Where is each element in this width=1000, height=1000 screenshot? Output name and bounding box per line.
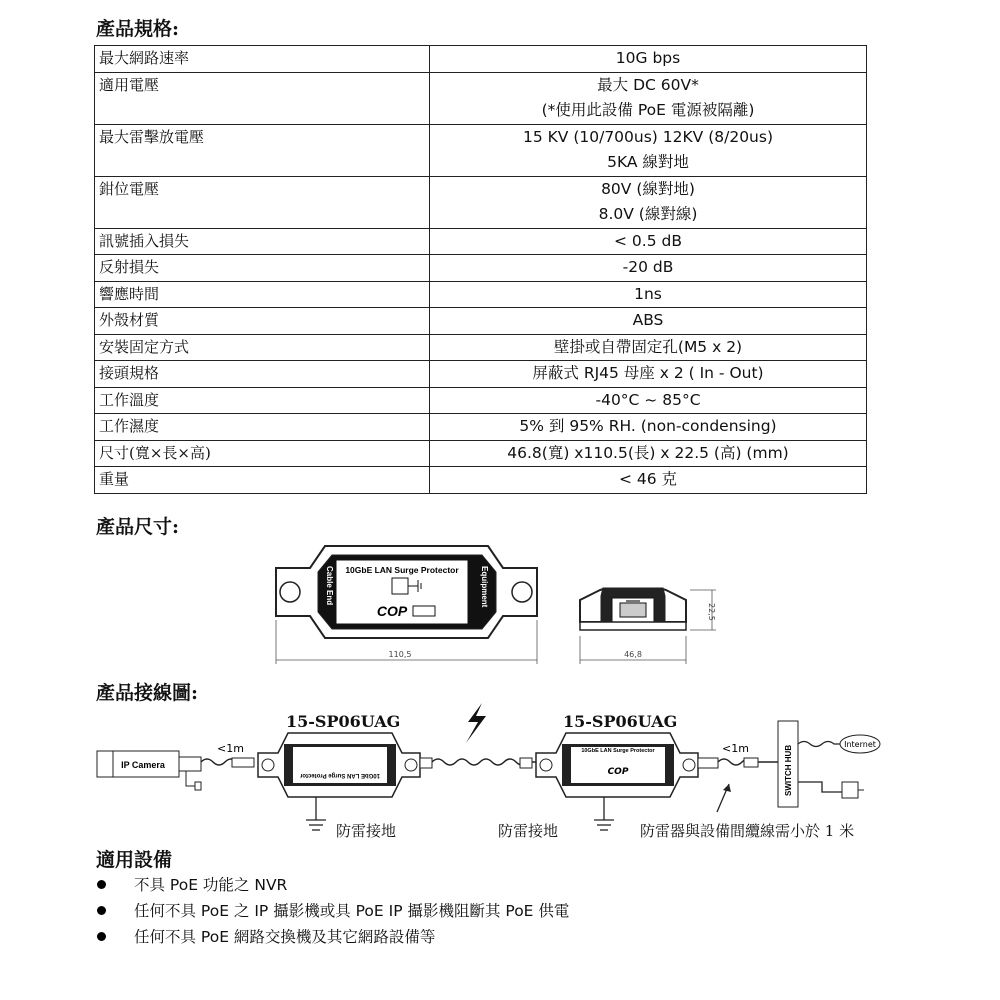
right-protector-label: 10GbE LAN Surge Protector xyxy=(581,748,655,754)
right-protector-brand: COP xyxy=(607,767,629,777)
length-dimension: 110,5 xyxy=(388,650,412,659)
bullet-icon xyxy=(97,932,106,941)
model-left: 15-SP06UAG xyxy=(286,712,401,731)
distance-left: <1m xyxy=(217,742,244,755)
applications-title: 適用設備 xyxy=(96,849,173,871)
application-item: 不具 PoE 功能之 NVR xyxy=(97,873,287,895)
application-item: 任何不具 PoE 網路交換機及其它網路設備等 xyxy=(97,925,435,947)
cable-end-label: Cable End xyxy=(325,566,334,606)
ip-camera-label: IP Camera xyxy=(121,760,165,770)
spec-value-line: 5KA 線對地 xyxy=(607,153,689,171)
spec-value-line: < 0.5 dB xyxy=(614,231,682,250)
spec-key: 適用電壓 xyxy=(95,72,430,124)
wiring-title: 產品接線圖: xyxy=(96,682,199,704)
internet-label: Internet xyxy=(844,740,876,749)
spec-key: 響應時間 xyxy=(95,281,430,308)
spec-value-line: 屏蔽式 RJ45 母座 x 2 ( In - Out) xyxy=(532,364,764,382)
spec-value-line: 1ns xyxy=(634,284,662,303)
spec-key: 安裝固定方式 xyxy=(95,334,430,361)
spec-value-line: 15 KV (10/700us) 12KV (8/20us) xyxy=(522,127,773,146)
spec-key: 工作濕度 xyxy=(95,414,430,441)
spec-value-line: 10G bps xyxy=(615,49,681,67)
spec-key: 接頭規格 xyxy=(95,361,430,388)
bullet-icon xyxy=(97,906,106,915)
spec-key: 重量 xyxy=(95,467,430,494)
spec-value-line: 46.8(寬) x110.5(長) x 22.5 (高) (mm) xyxy=(507,443,789,462)
spec-key: 鉗位電壓 xyxy=(95,176,430,228)
spec-value-line: 80V (線對地) xyxy=(601,179,695,198)
spec-key: 工作溫度 xyxy=(95,387,430,414)
left-protector-label: 10GbE LAN Surge Protector xyxy=(299,772,381,778)
spec-title: 產品規格: xyxy=(96,18,180,40)
application-item: 任何不具 PoE 之 IP 攝影機或具 PoE IP 攝影機阻斷其 PoE 供電 xyxy=(97,899,569,921)
spec-key: 尺寸(寬×長×高) xyxy=(95,440,430,467)
model-right: 15-SP06UAG xyxy=(563,712,678,731)
width-dimension: 46,8 xyxy=(624,650,642,659)
device-top-view xyxy=(276,546,537,664)
spec-value-line: (*使用此設備 PoE 電源被隔離) xyxy=(541,101,755,119)
ground-left-label: 防雷接地 xyxy=(336,822,397,840)
spec-key: 最大雷擊放電壓 xyxy=(95,124,430,176)
switch-hub-label: SWITCH HUB xyxy=(784,744,793,796)
ground-right-label: 防雷接地 xyxy=(498,822,559,840)
spec-value-line: -40°C ~ 85°C xyxy=(595,390,701,409)
device-side-view xyxy=(580,588,716,664)
product-label: 10GbE LAN Surge Protector xyxy=(345,565,459,575)
equipment-label: Equipment xyxy=(480,566,489,608)
spec-value-line: 5% 到 95% RH. (non-condensing) xyxy=(519,417,777,435)
bullet-icon xyxy=(97,880,106,889)
spec-key: 外殼材質 xyxy=(95,308,430,335)
distance-right: <1m xyxy=(722,742,749,755)
dimensions-title: 產品尺寸: xyxy=(96,516,180,538)
spec-key: 訊號插入損失 xyxy=(95,228,430,255)
brand-logo-text: COP xyxy=(376,603,408,619)
wiring-diagram xyxy=(97,703,880,830)
spec-value-line: -20 dB xyxy=(622,258,674,276)
spec-value-line: 最大 DC 60V* xyxy=(597,75,699,94)
spec-value-line: < 46 克 xyxy=(618,470,678,488)
height-dimension: 22,5 xyxy=(707,603,716,621)
cable-length-note: 防雷器與設備間纜線需小於 1 米 xyxy=(640,822,855,840)
spec-key: 反射損失 xyxy=(95,255,430,282)
spec-key: 最大網路速率 xyxy=(95,46,430,73)
spec-value-line: ABS xyxy=(632,311,664,329)
spec-value-line: 壁掛或自帶固定孔(M5 x 2) xyxy=(553,337,743,356)
spec-value-line: 8.0V (線對線) xyxy=(598,205,698,223)
